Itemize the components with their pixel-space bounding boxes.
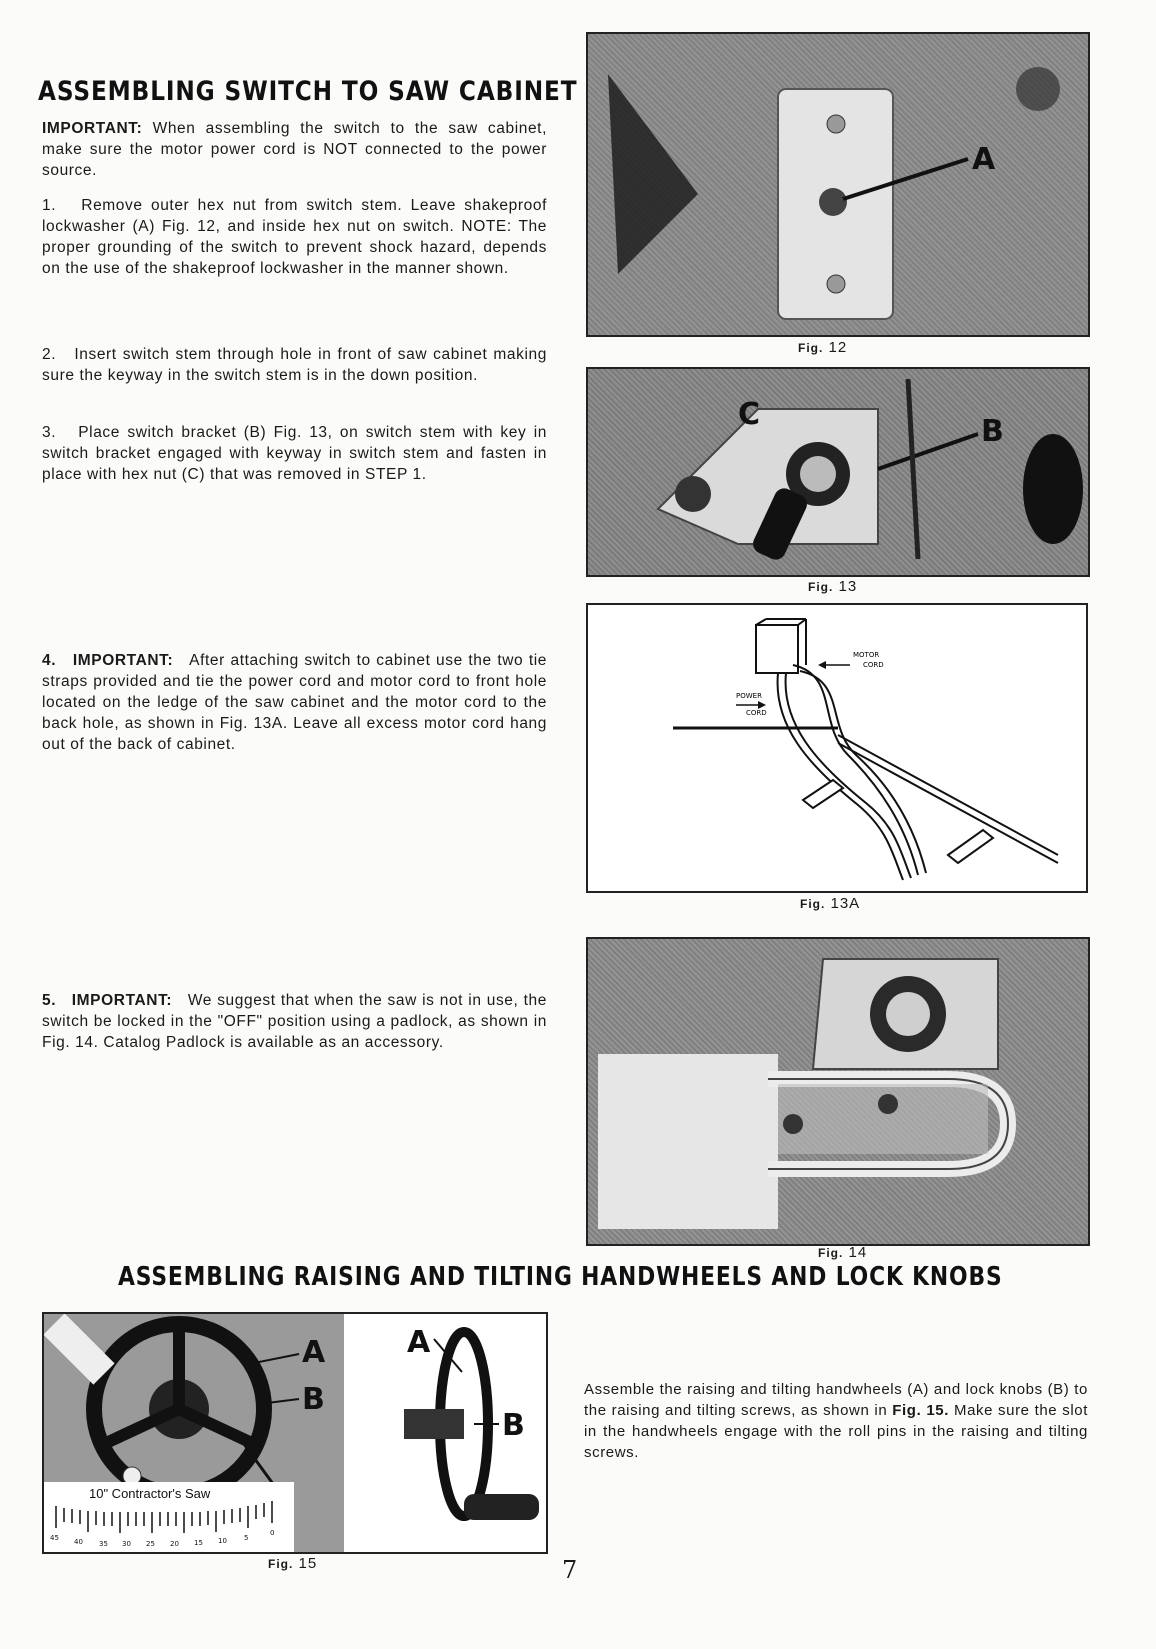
fig-prefix: Fig.	[800, 897, 826, 911]
fig-15-callout-a: A	[302, 1335, 326, 1370]
fig-13-callout-c: C	[738, 397, 761, 432]
step-3	[42, 422, 547, 485]
scale-number: 45	[50, 1534, 59, 1542]
fig-prefix: Fig.	[818, 1246, 844, 1260]
fig-13-photo	[586, 367, 1090, 577]
step-number: 4.	[42, 652, 57, 669]
fig-15-photo	[42, 1312, 548, 1554]
fig-14-photo	[586, 937, 1090, 1246]
scale-number: 20	[170, 1540, 179, 1548]
step-important-label: IMPORTANT:	[72, 652, 174, 669]
fig-13-callout-b: B	[981, 414, 1004, 449]
fig-14-illustration	[588, 939, 1088, 1244]
fig-number: 13A	[830, 895, 861, 912]
step-2	[42, 344, 547, 386]
step-text: We suggest that when the saw is not in use, the switch be locked in the "OFF" position using a padlock, as shown in Fig. 14. Catalog Padlock is available as an accessory.	[42, 992, 547, 1051]
fig-number: 15	[298, 1555, 318, 1572]
step-5	[42, 990, 547, 1053]
scale-number: 15	[194, 1539, 203, 1547]
step-important-label: IMPORTANT:	[71, 992, 173, 1009]
step-text: Place switch bracket (B) Fig. 13, on switch stem with key in switch bracket engaged with keyway in switch stem and fasten in place with hex nut (C) that was removed in STEP 1.	[42, 424, 547, 483]
fig-12-illustration	[588, 34, 1088, 335]
step-1	[42, 195, 547, 279]
fig-15-illustration	[44, 1314, 546, 1552]
fig-12-caption	[798, 339, 847, 356]
step-text: After attaching switch to cabinet use the two tie straps provided and tie the power cord and motor cord to front hole located on the ledge of the saw cabinet and the motor cord to the back hole, as shown in Fig. 13A. Leave all excess motor cord hang out of the back of cabinet.	[42, 652, 547, 753]
fig-13-illustration	[588, 369, 1088, 575]
fig-prefix: Fig.	[808, 580, 834, 594]
handwheels-text-1: Assemble the raising and tilting handwheels (A) and lock knobs (B) to the raising and tilting screws, as shown in	[584, 1381, 1088, 1419]
important-note	[42, 118, 547, 181]
fig-15-dial-label: 10" Contractor's Saw	[89, 1486, 211, 1501]
fig-12-photo	[586, 32, 1090, 337]
scale-number: 0	[270, 1529, 275, 1537]
important-label: IMPORTANT:	[42, 120, 143, 137]
fig-12-callout-a: A	[972, 142, 996, 177]
fig-13a-drawing	[586, 603, 1088, 893]
fig-13a-caption	[800, 895, 860, 912]
fig-15-callout-b: B	[302, 1382, 325, 1417]
scale-number: 35	[99, 1540, 108, 1548]
section-title-handwheels: ASSEMBLING RAISING AND TILTING HANDWHEELS AND LOCK KNOBS	[118, 1262, 1003, 1292]
step-number: 5.	[42, 992, 57, 1009]
fig-15-side-callout-b: B	[502, 1408, 525, 1443]
fig-number: 12	[828, 339, 848, 356]
handwheels-fig-ref: Fig. 15.	[892, 1402, 949, 1419]
fig-13-caption	[808, 578, 857, 595]
fig-13a-illustration	[588, 605, 1086, 891]
step-4	[42, 650, 547, 755]
step-text: Insert switch stem through hole in front of saw cabinet making sure the keyway in the switch stem is in the down position.	[42, 346, 547, 384]
scale-number: 30	[122, 1540, 131, 1548]
fig-prefix: Fig.	[798, 341, 824, 355]
step-number: 3.	[42, 424, 57, 441]
fig-13a-label-cord: CORD	[863, 661, 884, 669]
scale-number: 10	[218, 1537, 227, 1545]
fig-number: 13	[838, 578, 858, 595]
handwheels-instructions	[584, 1379, 1088, 1463]
fig-13a-label-motor: MOTOR	[853, 651, 880, 659]
fig-14-caption	[818, 1244, 867, 1261]
fig-number: 14	[848, 1244, 868, 1261]
handwheels-text-2: Make sure the slot in the handwheels engage with the roll pins in the raising and tilting screws.	[584, 1402, 1088, 1461]
page-number: 7	[562, 1556, 578, 1584]
scale-number: 40	[74, 1538, 83, 1546]
step-number: 1.	[42, 197, 57, 214]
fig-13a-label-power: POWER	[736, 692, 762, 700]
scale-number: 5	[244, 1534, 249, 1542]
fig-15-side-callout-a: A	[407, 1325, 431, 1360]
fig-15-caption	[268, 1555, 317, 1572]
scale-number: 25	[146, 1540, 155, 1548]
fig-prefix: Fig.	[268, 1557, 294, 1571]
step-number: 2.	[42, 346, 57, 363]
step-text: Remove outer hex nut from switch stem. Leave shakeproof lockwasher (A) Fig. 12, and inside hex nut on switch. NOTE: The proper grounding of the switch to prevent shock hazard, depends on the use of the shakeproof lockwasher in the manner shown.	[42, 197, 547, 277]
section-title-switch: ASSEMBLING SWITCH TO SAW CABINET	[38, 76, 578, 107]
important-text: When assembling the switch to the saw cabinet, make sure the motor power cord is NOT connected to the power source.	[42, 120, 547, 179]
fig-13a-label-cord: CORD	[746, 709, 767, 717]
